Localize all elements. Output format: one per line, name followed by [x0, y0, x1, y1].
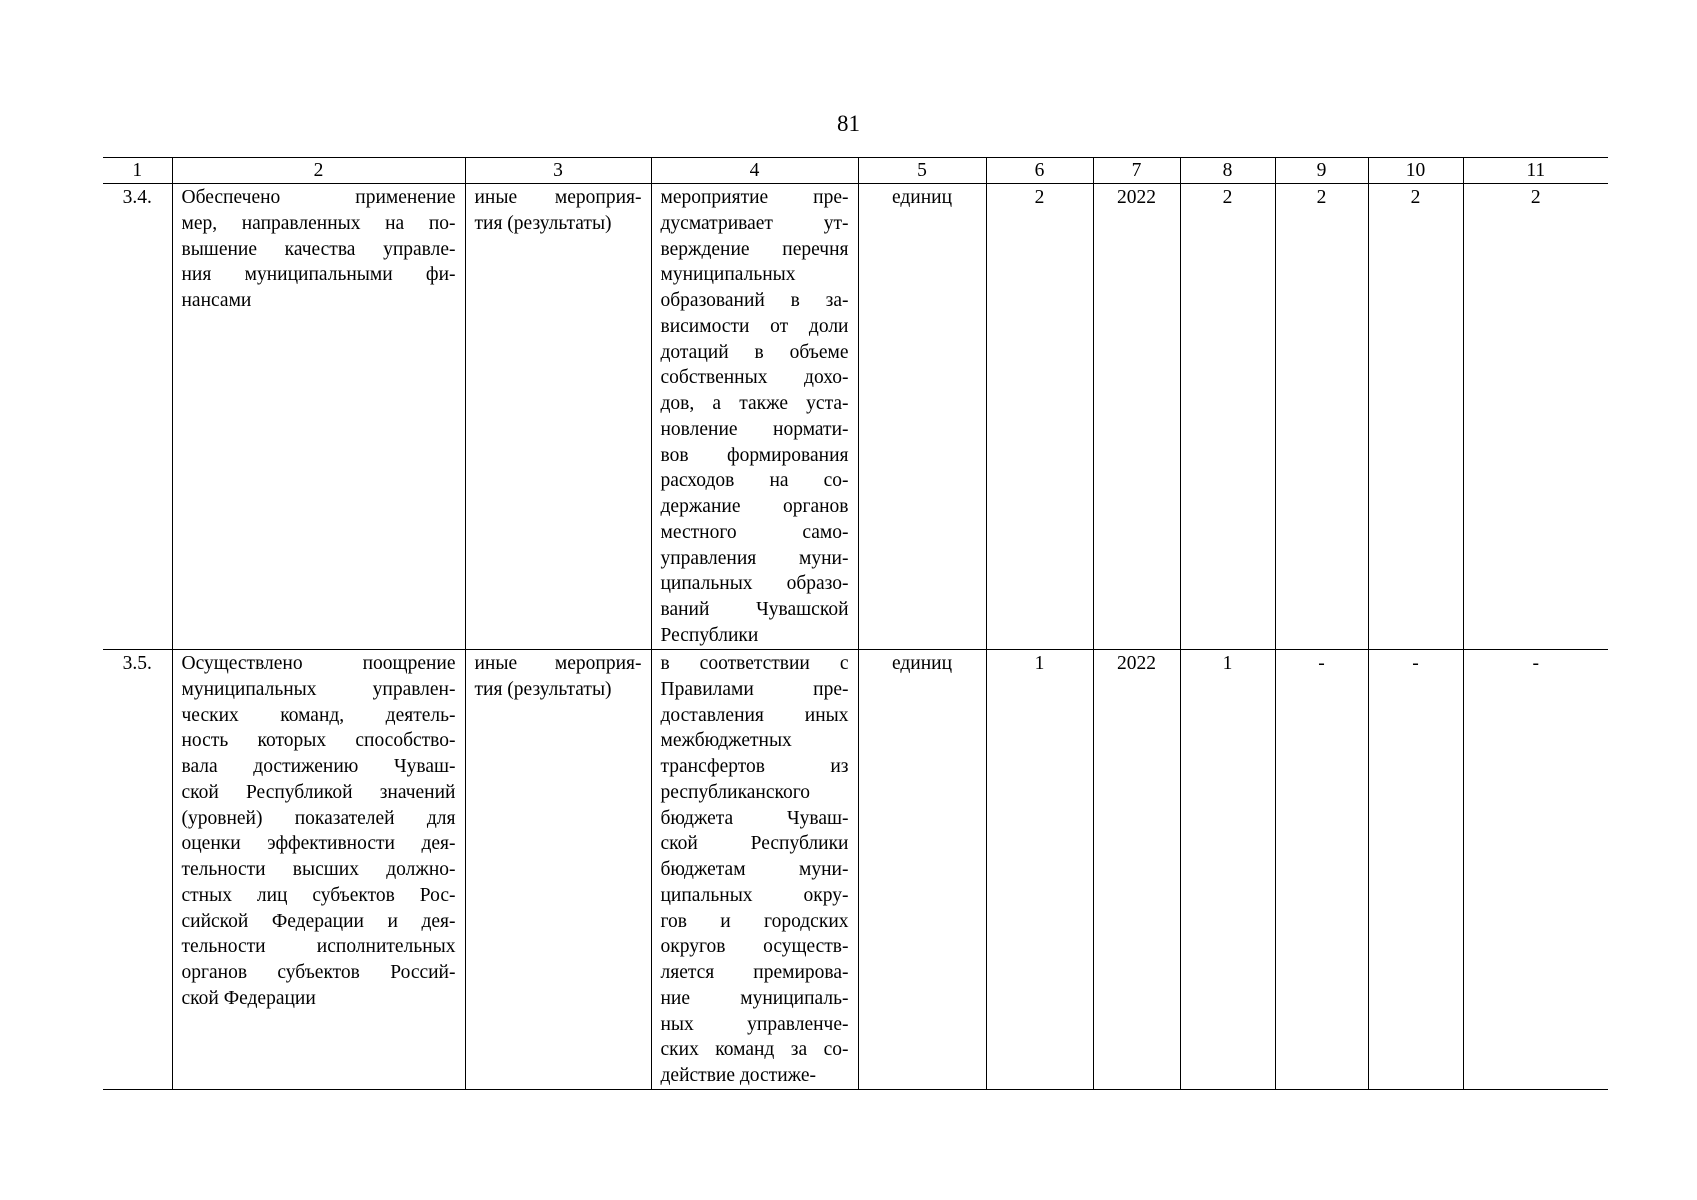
table-row — [103, 650, 1608, 1090]
text-line: в соответствии с — [660, 653, 849, 674]
text-line: ципальных окру- — [660, 884, 849, 906]
text-line: собственных дохо- — [660, 367, 849, 389]
text-line: сийской Федерации и дея- — [181, 910, 456, 932]
text-line: иные мероприя- — [474, 653, 642, 674]
text-line: тия (результаты) — [474, 678, 612, 700]
text-line: иные мероприя- — [474, 187, 642, 208]
text-line: держание органов — [660, 496, 849, 517]
result-name-cell — [172, 650, 465, 1090]
row-number-cell: 3.4. — [103, 184, 172, 650]
indicators-table — [103, 157, 1608, 1090]
value-cell: - — [1463, 650, 1608, 1090]
text-line: расходов на со- — [660, 470, 849, 492]
text-line: мер, направленных на по- — [181, 212, 456, 234]
text-line: вала достижению Чуваш- — [181, 756, 456, 777]
text-line: муниципальных управлен- — [181, 678, 456, 700]
column-header: 6 — [986, 158, 1093, 184]
text-line: ческих команд, деятель- — [181, 704, 456, 726]
text-line: трансфертов из — [660, 756, 849, 777]
text-line: Осуществлено поощрение — [181, 653, 456, 674]
text-line: Правилами пре- — [660, 678, 849, 700]
text-line: ность которых способство- — [181, 730, 456, 752]
text-line: ных управленче- — [660, 1013, 849, 1035]
base-year-cell: 2022 — [1093, 184, 1180, 650]
text-line: ской Республикой значений — [181, 781, 456, 803]
text-line: новление нормати- — [660, 418, 849, 440]
text-line: ние муниципаль- — [660, 987, 849, 1009]
text-line: нансами — [181, 290, 252, 311]
text-line: бюджетам муни- — [660, 859, 849, 880]
result-type-cell — [465, 184, 651, 650]
text-line: республиканского — [660, 781, 810, 803]
text-line: вов формирования — [660, 444, 849, 466]
page-number: 81 — [837, 111, 860, 136]
value-cell: - — [1275, 650, 1368, 1090]
table-row — [103, 184, 1608, 650]
characteristic-cell — [651, 184, 858, 650]
unit-cell: единиц — [858, 184, 986, 650]
text-line: стных лиц субъектов Рос- — [181, 884, 456, 906]
result-type-cell — [465, 650, 651, 1090]
text-line: ских команд за со- — [660, 1039, 849, 1061]
column-header: 3 — [465, 158, 651, 184]
text-line: ваний Чувашской — [660, 599, 849, 620]
text-line: органов субъектов Россий- — [181, 962, 456, 983]
text-line: мероприятие пре- — [660, 187, 849, 208]
column-header: 5 — [858, 158, 986, 184]
text-line: Республики — [660, 624, 759, 646]
text-line: ляется премирова- — [660, 962, 849, 983]
value-cell: 2 — [1463, 184, 1608, 650]
text-line: верждение перечня — [660, 238, 849, 260]
column-header: 1 — [103, 158, 172, 184]
result-name-cell — [172, 184, 465, 650]
value-cell: 2 — [1180, 184, 1275, 650]
column-header: 9 — [1275, 158, 1368, 184]
column-header: 4 — [651, 158, 858, 184]
value-cell: 2 — [1275, 184, 1368, 650]
text-line: тия (результаты) — [474, 212, 612, 234]
base-value-cell: 1 — [986, 650, 1093, 1090]
base-year-cell: 2022 — [1093, 650, 1180, 1090]
text-line: округов осуществ- — [660, 936, 849, 958]
text-line: ципальных образо- — [660, 573, 849, 595]
text-line: Обеспечено применение — [181, 187, 456, 208]
row-number-cell: 3.5. — [103, 650, 172, 1090]
text-line: ской Республики — [660, 833, 849, 855]
text-line: дотаций в объеме — [660, 341, 849, 363]
base-value-cell: 2 — [986, 184, 1093, 650]
value-cell: 2 — [1368, 184, 1463, 650]
column-header: 10 — [1368, 158, 1463, 184]
text-line: ской Федерации — [181, 987, 316, 1009]
text-line: гов и городских — [660, 910, 849, 932]
column-header: 8 — [1180, 158, 1275, 184]
text-line: муниципальных — [660, 264, 796, 286]
text-line: дов, а также уста- — [660, 393, 849, 414]
text-line: доставления иных — [660, 704, 849, 726]
text-line: местного само- — [660, 521, 849, 543]
text-line: образований в за- — [660, 290, 849, 311]
text-line: висимости от доли — [660, 315, 849, 337]
text-line: тельности исполнительных — [181, 936, 456, 958]
column-header: 7 — [1093, 158, 1180, 184]
text-line: межбюджетных — [660, 730, 792, 752]
text-line: вышение качества управле- — [181, 238, 456, 260]
value-cell: 1 — [1180, 650, 1275, 1090]
text-line: бюджета Чуваш- — [660, 807, 849, 829]
text-line: дусматривает ут- — [660, 212, 849, 234]
text-line: ния муниципальными фи- — [181, 264, 456, 286]
column-header: 11 — [1463, 158, 1608, 184]
characteristic-cell — [651, 650, 858, 1090]
table-header-row — [103, 158, 1608, 184]
unit-cell: единиц — [858, 650, 986, 1090]
text-line: действие достиже- — [660, 1065, 816, 1086]
value-cell: - — [1368, 650, 1463, 1090]
column-header: 2 — [172, 158, 465, 184]
text-line: тельности высших должно- — [181, 859, 456, 880]
text-line: (уровней) показателей для — [181, 807, 456, 829]
text-line: управления муни- — [660, 547, 849, 569]
text-line: оценки эффективности дея- — [181, 833, 456, 855]
